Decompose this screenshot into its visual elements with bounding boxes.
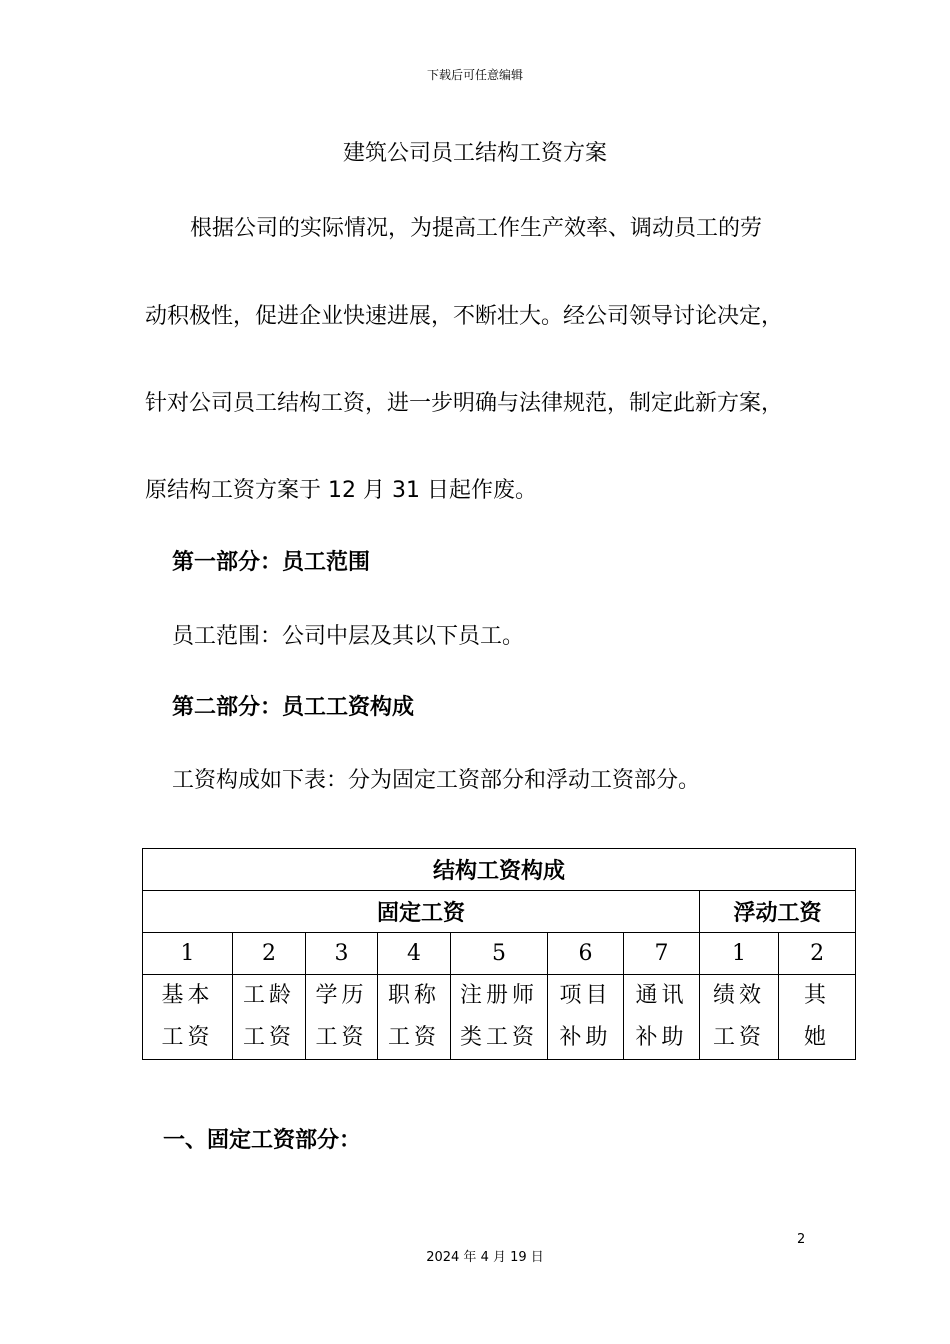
item-number: 1 bbox=[143, 933, 233, 975]
item-seniority-wage: 工龄 工资 bbox=[233, 975, 306, 1060]
item-number: 7 bbox=[624, 933, 700, 975]
item-registered-engineer-wage: 注册师 类工资 bbox=[451, 975, 548, 1060]
item-number: 5 bbox=[451, 933, 548, 975]
footer-date: 2024 年 4 月 19 日 bbox=[426, 1250, 544, 1265]
section-1-text: 员工范围：公司中层及其以下员工。 bbox=[172, 624, 525, 649]
item-title-wage: 职称 工资 bbox=[378, 975, 451, 1060]
item-number: 2 bbox=[233, 933, 306, 975]
item-number: 6 bbox=[548, 933, 624, 975]
page-number: 2 bbox=[797, 1232, 806, 1247]
fixed-wage-subheading: 一、固定工资部分： bbox=[163, 1128, 362, 1153]
section-2-text: 工资构成如下表：分为固定工资部分和浮动工资部分。 bbox=[172, 768, 701, 793]
table-title: 结构工资构成 bbox=[143, 849, 856, 891]
section-2-heading: 第二部分：员工工资构成 bbox=[172, 695, 415, 720]
item-other: 其 她 bbox=[779, 975, 856, 1060]
header-note: 下载后可任意编辑 bbox=[426, 68, 523, 82]
floating-wage-header: 浮动工资 bbox=[700, 891, 856, 933]
intro-line-1: 根据公司的实际情况，为提高工作生产效率、调动员工的劳 bbox=[190, 216, 763, 241]
item-number: 3 bbox=[306, 933, 378, 975]
item-communication-allowance: 通讯 补助 bbox=[624, 975, 700, 1060]
fixed-wage-header: 固定工资 bbox=[143, 891, 700, 933]
item-number: 1 bbox=[700, 933, 779, 975]
item-project-allowance: 项目 补助 bbox=[548, 975, 624, 1060]
item-number: 2 bbox=[779, 933, 856, 975]
intro-line-4: 原结构工资方案于 12 月 31 日起作废。 bbox=[145, 478, 537, 503]
document-title: 建筑公司员工结构工资方案 bbox=[342, 141, 607, 166]
item-basic-wage: 基本 工资 bbox=[143, 975, 233, 1060]
item-performance-wage: 绩效 工资 bbox=[700, 975, 779, 1060]
section-1-heading: 第一部分：员工范围 bbox=[172, 550, 371, 575]
item-education-wage: 学历 工资 bbox=[306, 975, 378, 1060]
item-number: 4 bbox=[378, 933, 451, 975]
wage-structure-table bbox=[142, 848, 856, 1060]
intro-line-2: 动积极性，促进企业快速进展，不断壮大。经公司领导讨论决定， bbox=[145, 304, 784, 329]
intro-line-3: 针对公司员工结构工资，进一步明确与法律规范，制定此新方案， bbox=[145, 391, 784, 416]
